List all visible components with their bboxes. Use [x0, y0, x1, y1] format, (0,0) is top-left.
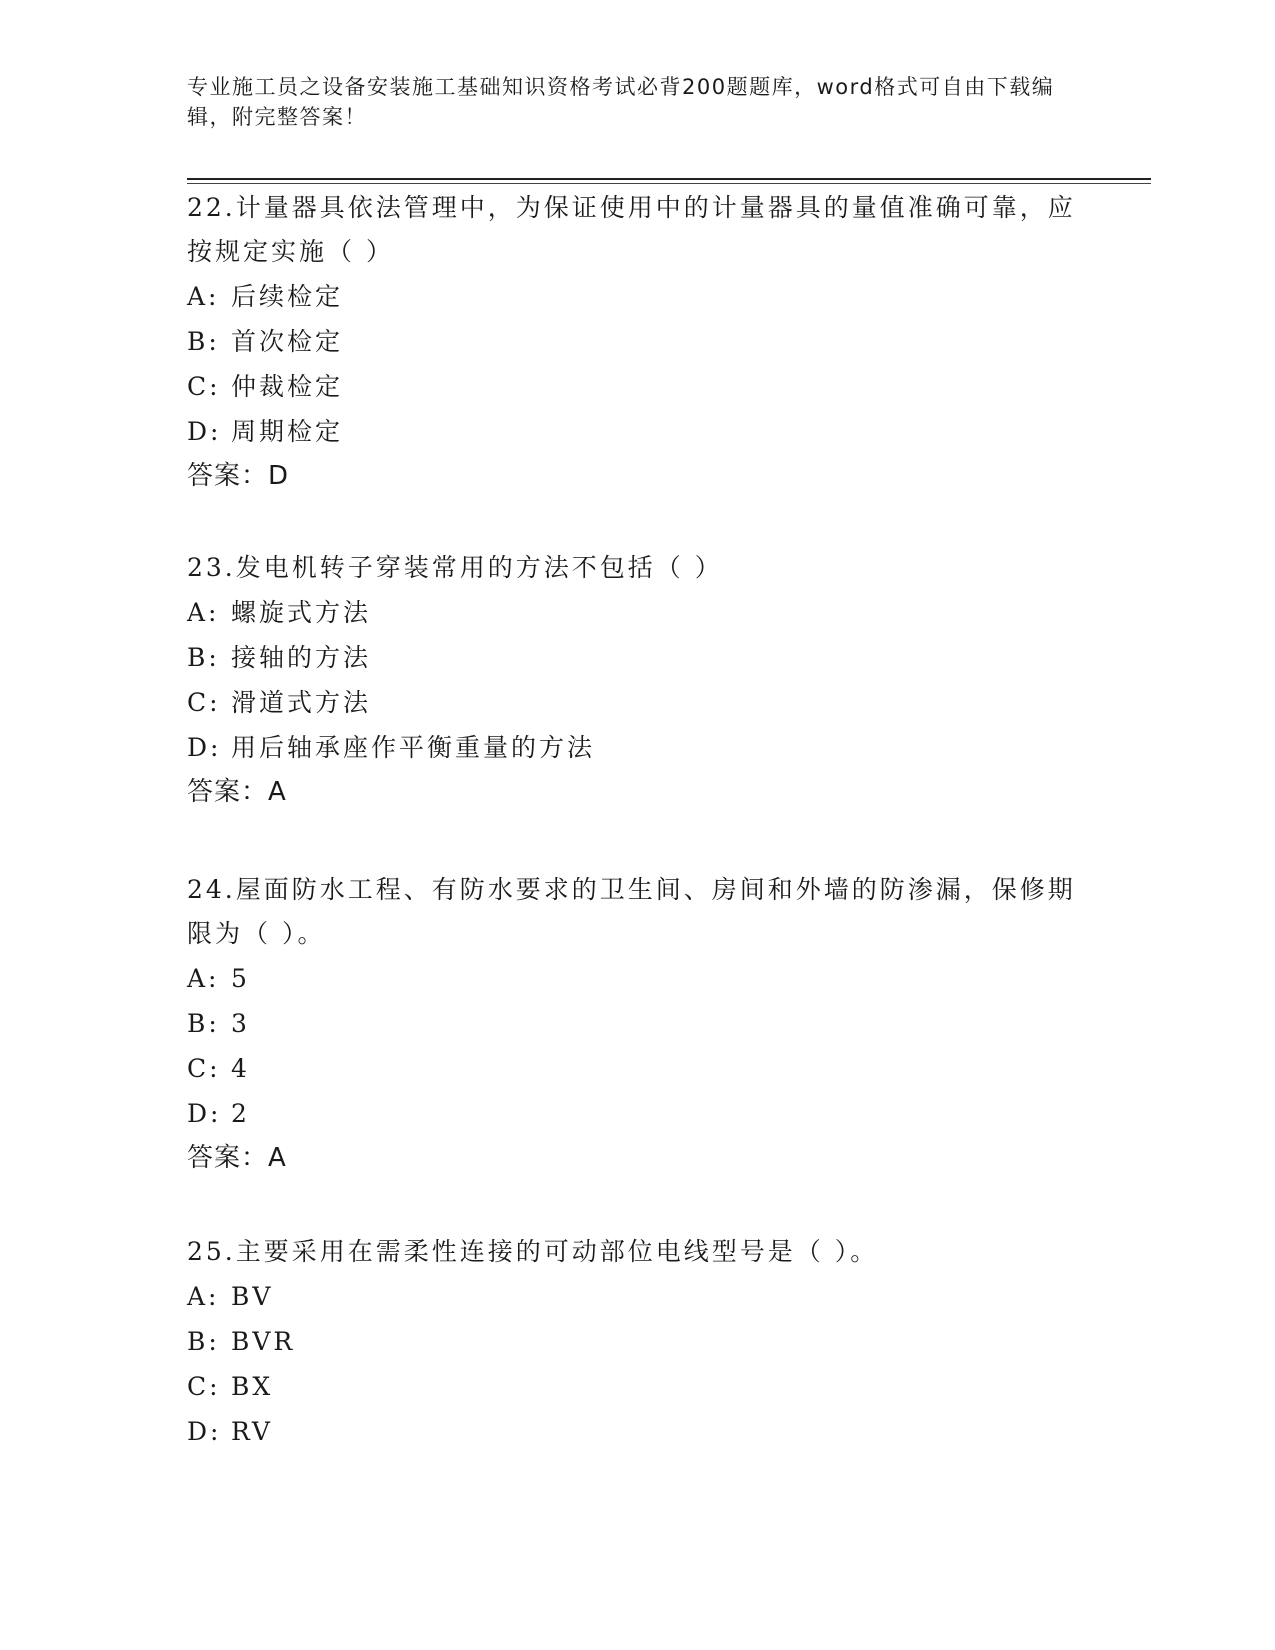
answer-line: 答案：A	[187, 1143, 287, 1173]
option-text: BX	[231, 1372, 274, 1401]
question-24	[187, 868, 1087, 1181]
option-b	[187, 635, 1087, 680]
option-letter: B:	[187, 1009, 220, 1038]
option-c	[187, 680, 1087, 725]
option-letter: D:	[187, 417, 222, 446]
option-text: 滑道式方法	[231, 688, 372, 717]
option-a	[187, 1274, 1087, 1319]
option-letter: D:	[187, 1099, 222, 1128]
option-text: 接轴的方法	[231, 643, 372, 672]
document-header: 专业施工员之设备安装施工基础知识资格考试必背200题题库，word格式可自由下载编辑，附完整答案！	[187, 75, 1055, 129]
header-divider-thin	[187, 183, 1151, 184]
option-c	[187, 1046, 1087, 1091]
option-text: 2	[231, 1099, 250, 1128]
option-d	[187, 1091, 1087, 1136]
option-text: 仲裁检定	[231, 372, 344, 401]
option-b	[187, 1319, 1087, 1364]
option-b	[187, 1001, 1087, 1046]
option-text: BV	[231, 1282, 274, 1311]
question-stem: 24.屋面防水工程、有防水要求的卫生间、房间和外墙的防渗漏，保修期限为（ ）。	[187, 875, 1076, 948]
option-letter: B:	[187, 643, 220, 672]
option-d	[187, 725, 1087, 770]
option-letter: A:	[187, 964, 220, 993]
option-b	[187, 319, 1087, 364]
option-text: 5	[231, 964, 250, 993]
option-letter: C:	[187, 1054, 221, 1083]
option-text: 用后轴承座作平衡重量的方法	[231, 733, 596, 762]
option-letter: A:	[187, 1282, 220, 1311]
option-text: 首次检定	[231, 327, 344, 356]
option-text: 3	[231, 1009, 250, 1038]
option-d	[187, 409, 1087, 454]
option-letter: B:	[187, 1327, 220, 1356]
option-letter: B:	[187, 327, 220, 356]
option-letter: C:	[187, 688, 221, 717]
option-c	[187, 1364, 1087, 1409]
option-letter: D:	[187, 733, 222, 762]
option-a	[187, 274, 1087, 319]
option-letter: C:	[187, 372, 221, 401]
option-c	[187, 364, 1087, 409]
option-text: 4	[231, 1054, 250, 1083]
question-23	[187, 546, 1087, 815]
option-text: 周期检定	[231, 417, 344, 446]
question-22	[187, 186, 1087, 499]
option-text: BVR	[231, 1327, 296, 1356]
answer-line: 答案：A	[187, 777, 287, 807]
question-stem: 25.主要采用在需柔性连接的可动部位电线型号是（ ）。	[187, 1237, 879, 1266]
option-a	[187, 590, 1087, 635]
header-divider-thick	[187, 178, 1151, 180]
question-25	[187, 1230, 1087, 1454]
answer-line: 答案：D	[187, 461, 290, 491]
option-letter: A:	[187, 282, 220, 311]
option-text: 螺旋式方法	[231, 598, 372, 627]
question-stem: 22.计量器具依法管理中，为保证使用中的计量器具的量值准确可靠，应按规定实施（ ）	[187, 193, 1076, 266]
option-letter: D:	[187, 1417, 222, 1446]
option-text: RV	[231, 1417, 273, 1446]
option-d	[187, 1409, 1087, 1454]
option-letter: A:	[187, 598, 220, 627]
question-stem: 23.发电机转子穿装常用的方法不包括（ ）	[187, 553, 723, 582]
option-a	[187, 956, 1087, 1001]
option-text: 后续检定	[231, 282, 344, 311]
option-letter: C:	[187, 1372, 221, 1401]
